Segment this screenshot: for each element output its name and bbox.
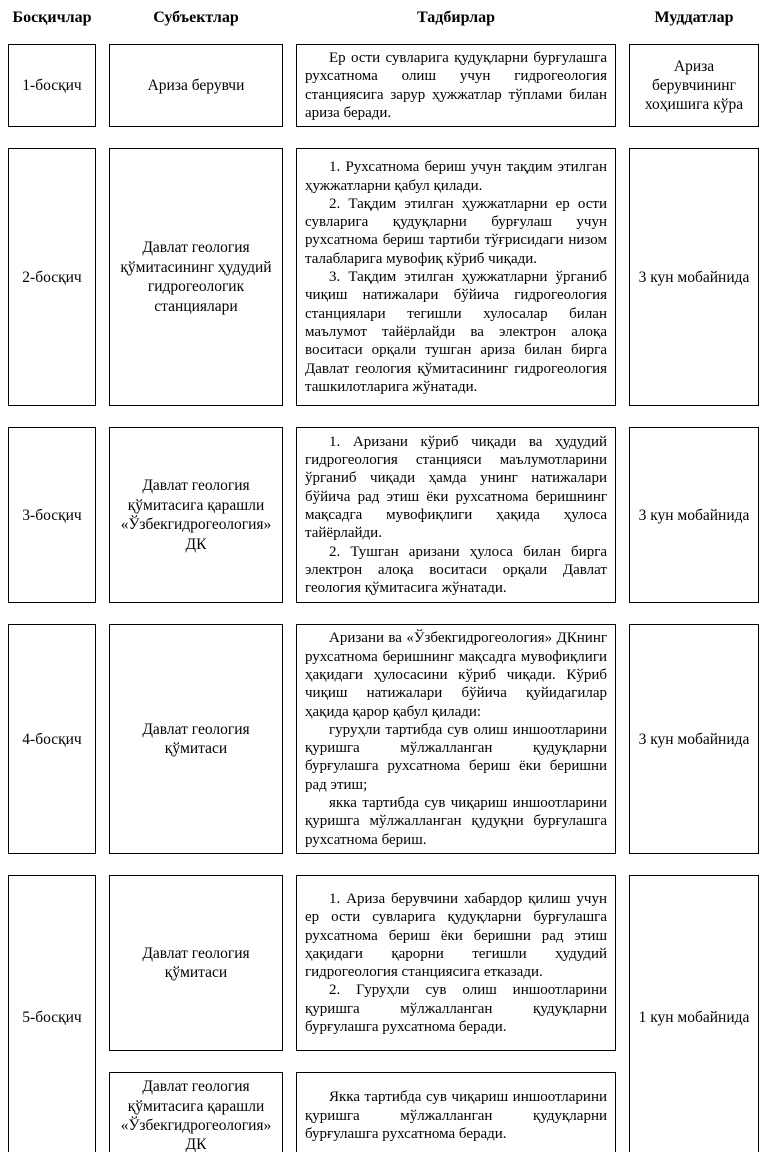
column-headers xyxy=(8,7,754,29)
stage-5-activities-2 xyxy=(296,1072,616,1152)
stage-4-deadline: 3 кун мобайнида xyxy=(629,624,759,854)
stage-3-row xyxy=(8,427,754,603)
stage-1-cell: 1-босқич xyxy=(8,44,96,127)
activity-paragraph: 1. Ариза берувчини хабардор қилиш учун ер ости сувларига қудуқларни бурғулашга рухсатнома бериш ёки беришни рад этиш ҳақидаги қарорни тегишли ҳудудий гидрогеология станциясига етказади. xyxy=(305,891,607,981)
stage-5-subject-1: Давлат геология қўмитаси xyxy=(109,875,283,1051)
activity-paragraph: якка тартибда сув чиқариш иншоотларини қуришга мўлжалланган қудуқни бурғулашга рухсатнома бериш. xyxy=(305,795,607,848)
stage-2-activities xyxy=(296,148,616,406)
stage-1-deadline: Ариза берувчининг хоҳишига кўра xyxy=(629,44,759,127)
stage-5-subject-2: Давлат геология қўмитасига қарашли «Ўзбекгидрогеология» ДК xyxy=(109,1072,283,1152)
stage-2-deadline: 3 кун мобайнида xyxy=(629,148,759,406)
stage-1-row xyxy=(8,44,754,127)
stage-4-activities xyxy=(296,624,616,854)
stage-3-cell: 3-босқич xyxy=(8,427,96,603)
stage-3-subject: Давлат геология қўмитасига қарашли «Ўзбекгидрогеология» ДК xyxy=(109,427,283,603)
stage-3-activities xyxy=(296,427,616,603)
header-stages: Босқичлар xyxy=(12,9,92,26)
activity-paragraph: 2. Гуруҳли сув олиш иншоотларини қуришга мўлжалланган қудуқларни бурғулашга рухсатнома беради. xyxy=(305,982,607,1036)
stage-5-deadline: 1 кун мобайнида xyxy=(629,875,759,1152)
activity-paragraph: 2. Тақдим этилган ҳужжатларни ер ости сувларига қудуқларни бурғулаш учун рухсатнома бериш тартиби тўғрисидаги низом талабларига мувофиқ кўриб чиқади. xyxy=(305,195,607,267)
stage-2-subject: Давлат геология қўмитасининг ҳудудий гидрогеологик станциялари xyxy=(109,148,283,406)
activity-paragraph: 1. Аризани кўриб чиқади ва ҳудудий гидрогеология станцияси маълумотларини ўрганиб чиқади ҳамда унинг натижалари бўйича рад этиш ёки рухсатнома беришнинг мақсадга мувофиқлиги ҳақида ҳулоса тайёрлайди. xyxy=(305,433,607,542)
activity-paragraph: 2. Тушган аризани ҳулоса билан бирга электрон алоқа воситаси орқали Давлат геология қўмитасига жўнатади. xyxy=(305,543,607,597)
stage-5-row xyxy=(8,875,754,1152)
activity-paragraph: Аризани ва «Ўзбекгидрогеология» ДКнинг рухсатнома беришнинг мақсадга мувофиқлиги ҳақидаги ҳулосасини кўриб чиқади. Кўриб чиқиш натижалари бўйича қуйидагилар ҳақида қарор қабул қилади: xyxy=(305,630,607,720)
activity-paragraph: 1. Рухсатнома бериш учун тақдим этилган ҳужжатларни қабул қилади. xyxy=(305,159,607,194)
activity-paragraph: Ер ости сувларига қудуқларни бурғулашга рухсатнома олиш учун гидрогеология станциясига зарур ҳужжатлар тўплами билан ариза беради. xyxy=(305,50,607,121)
stage-1-subject: Ариза берувчи xyxy=(109,44,283,127)
activity-paragraph: 3. Тақдим этилган ҳужжатларни ўрганиб чиқиш натижалари бўйича гидрогеология станциялари тегишли хулосалар билан маълумот тайёрлайди ва электрон алоқа воситаси орқали тушган ариза билан бирга Давлат геология қўмитасининг гидрогеология ташкилотларига жўнатади. xyxy=(305,269,607,395)
header-subjects: Субъектлар xyxy=(153,9,239,26)
header-activities: Тадбирлар xyxy=(417,9,495,26)
stage-1-activities xyxy=(296,44,616,127)
activity-paragraph: гуруҳли тартибда сув олиш иншоотларини қуришга мўлжалланган қудуқларни бурғулашга рухсатнома бериш ёки беришни рад этиш; xyxy=(305,721,607,793)
activity-paragraph: Якка тартибда сув чиқариш иншоотларини қуришга мўлжалланган қудуқларни бурғулашга рухсатнома беради. xyxy=(305,1089,607,1143)
stage-4-cell: 4-босқич xyxy=(8,624,96,854)
stage-4-subject: Давлат геология қўмитаси xyxy=(109,624,283,854)
stage-5-cell: 5-босқич xyxy=(8,875,96,1152)
stage-2-cell: 2-босқич xyxy=(8,148,96,406)
table-rows xyxy=(8,44,764,1152)
stage-2-row xyxy=(8,148,754,406)
stage-4-row xyxy=(8,624,754,854)
header-deadlines: Муддатлар xyxy=(654,9,734,26)
stage-3-deadline: 3 кун мобайнида xyxy=(629,427,759,603)
stage-5-activities-1 xyxy=(296,875,616,1051)
